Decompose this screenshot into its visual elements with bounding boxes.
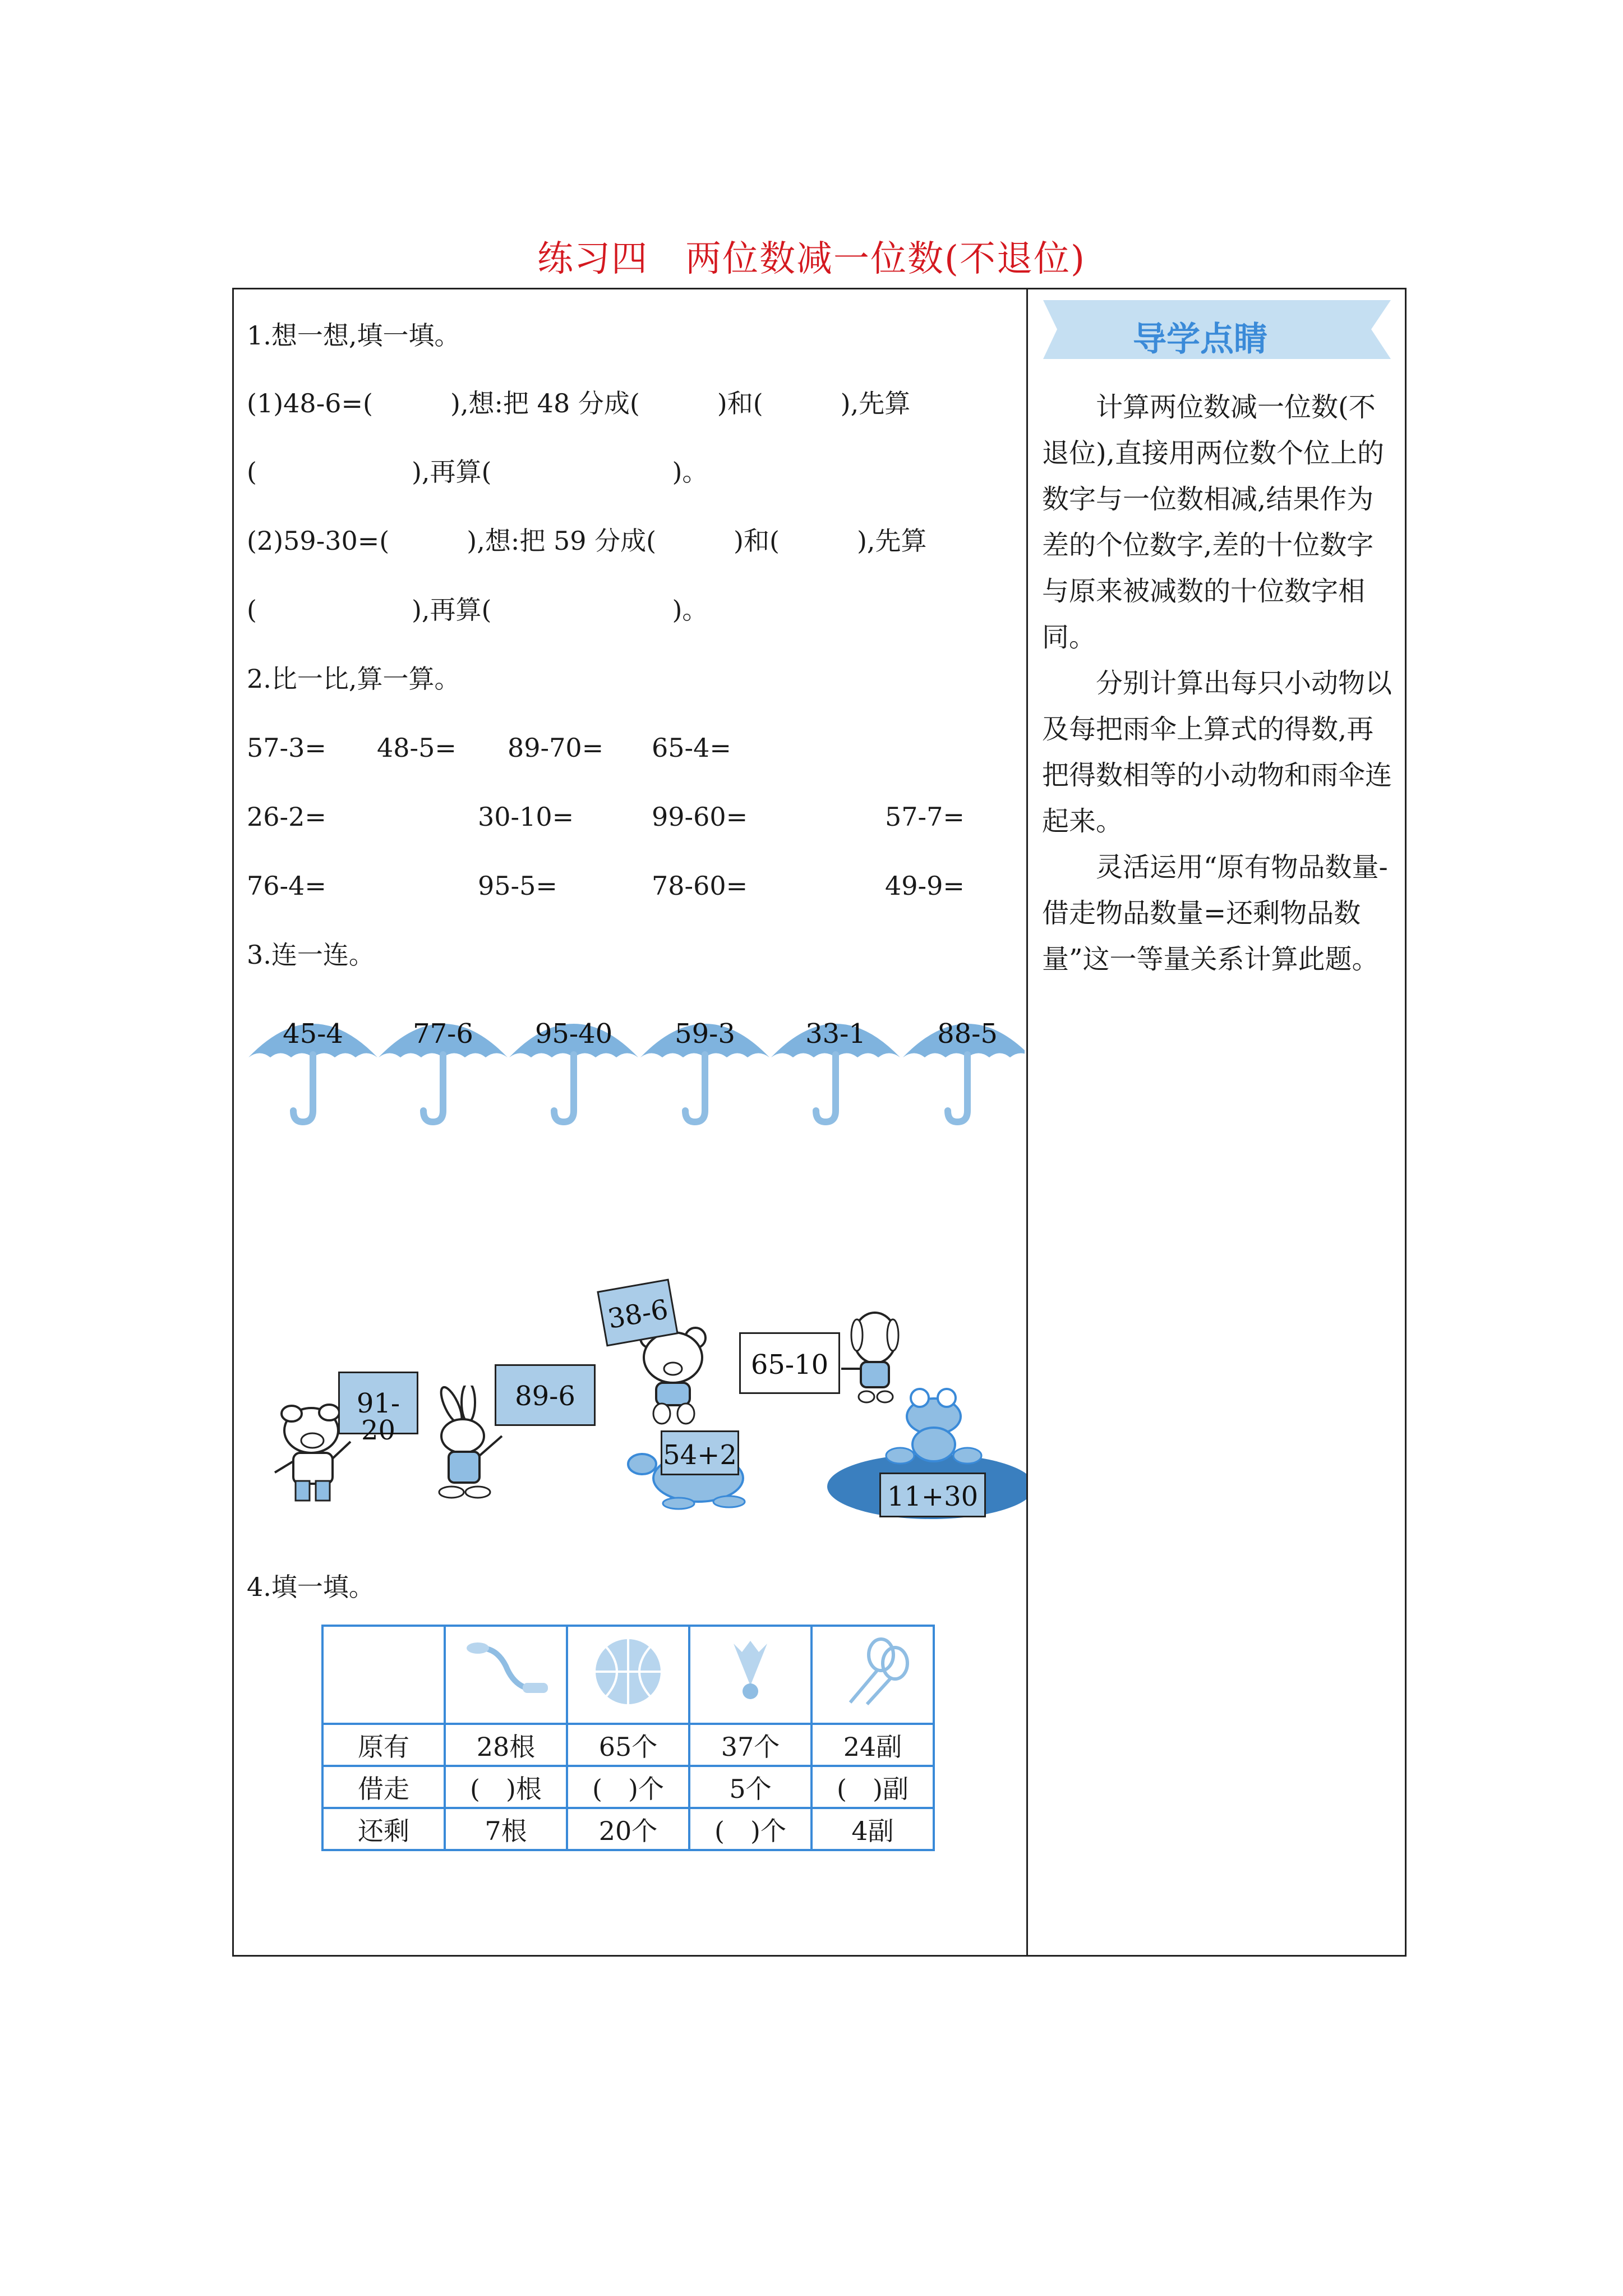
table-corner-cell bbox=[322, 1626, 445, 1724]
q2-expr: 57-3= bbox=[247, 733, 326, 763]
table-row bbox=[322, 1766, 934, 1808]
q2-expr: 49-9= bbox=[885, 871, 965, 901]
dog-sign: 65-10 bbox=[739, 1332, 840, 1394]
items-table bbox=[321, 1625, 935, 1851]
frog-sign: 11+30 bbox=[879, 1473, 986, 1517]
q2-expr: 78-60= bbox=[652, 871, 748, 901]
table-icon-cell bbox=[689, 1626, 811, 1724]
q2-heading: 2.比一比,算一算。 bbox=[247, 664, 460, 694]
table-row bbox=[322, 1808, 934, 1850]
column-divider bbox=[1026, 288, 1028, 1957]
q2-expr: 76-4= bbox=[247, 871, 326, 901]
umbrella[interactable] bbox=[246, 996, 380, 1130]
page-title: 练习四 两位数减一位数(不退位) bbox=[537, 238, 1086, 280]
rabbit-sign: 89-6 bbox=[495, 1364, 596, 1426]
table-row-label: 还剩 bbox=[322, 1808, 445, 1850]
guide-paragraph: 灵活运用“原有物品数量-借走物品数量=还剩物品数量”这一等量关系计算此题。 bbox=[1042, 852, 1388, 975]
q2-expr: 65-4= bbox=[652, 733, 731, 763]
badminton-racket-icon bbox=[828, 1632, 917, 1711]
guide-paragraph: 分别计算出每只小动物以及每把雨伞上算式的得数,再把得数相等的小动物和雨伞连起来。 bbox=[1042, 668, 1393, 837]
q2-expr: 95-5= bbox=[478, 871, 557, 901]
guide-heading: 导学点睛 bbox=[1133, 320, 1267, 359]
q2-expr: 57-7= bbox=[885, 802, 965, 832]
umbrella-icon bbox=[506, 996, 641, 1130]
table-cell-blank[interactable]: ( )副 bbox=[811, 1766, 934, 1808]
q1-part1-line2: ( ),再算( )。 bbox=[247, 457, 708, 487]
guide-banner bbox=[1043, 300, 1391, 359]
table-cell: 24副 bbox=[811, 1724, 934, 1766]
umbrella-label: 95-40 bbox=[534, 1018, 613, 1050]
table-cell: 7根 bbox=[445, 1808, 567, 1850]
umbrella[interactable] bbox=[376, 996, 510, 1130]
umbrella-label: 59-3 bbox=[675, 1018, 735, 1050]
table-cell: 4副 bbox=[811, 1808, 934, 1850]
turtle-sign: 54+2 bbox=[661, 1430, 739, 1475]
table-icon-cell bbox=[567, 1626, 689, 1724]
q2-expr: 30-10= bbox=[478, 802, 574, 832]
table-row bbox=[322, 1724, 934, 1766]
q1-part2-line2: ( ),再算( )。 bbox=[247, 595, 708, 625]
umbrella-label: 88-5 bbox=[937, 1018, 998, 1050]
bear-sign: 38-6 bbox=[597, 1278, 678, 1346]
q2-expr: 99-60= bbox=[652, 802, 748, 832]
umbrella[interactable] bbox=[506, 996, 641, 1130]
table-cell: 20个 bbox=[567, 1808, 689, 1850]
table-cell-blank[interactable]: ( )根 bbox=[445, 1766, 567, 1808]
umbrella[interactable] bbox=[638, 996, 772, 1130]
guide-paragraph: 计算两位数减一位数(不退位),直接用两位数个位上的数字与一位数相减,结果作为差的个位数字,差的十位数字与原来被减数的十位数字相同。 bbox=[1042, 392, 1384, 653]
jump-rope-icon bbox=[461, 1632, 551, 1711]
table-row-label: 借走 bbox=[322, 1766, 445, 1808]
q1-heading: 1.想一想,填一填。 bbox=[247, 320, 460, 351]
q2-expr: 89-70= bbox=[508, 733, 604, 763]
table-icon-cell bbox=[445, 1626, 567, 1724]
table-cell: 65个 bbox=[567, 1724, 689, 1766]
table-cell-blank[interactable]: ( )个 bbox=[567, 1766, 689, 1808]
table-header-row bbox=[322, 1626, 934, 1724]
umbrella-label: 45-4 bbox=[283, 1018, 343, 1050]
table-cell: 5个 bbox=[689, 1766, 811, 1808]
q2-expr: 48-5= bbox=[377, 733, 457, 763]
table-cell-blank[interactable]: ( )个 bbox=[689, 1808, 811, 1850]
umbrella-icon bbox=[768, 996, 903, 1130]
basketball-icon bbox=[583, 1632, 673, 1711]
q1-part2-line1: (2)59-30=( ),想:把 59 分成( )和( ),先算 bbox=[247, 526, 927, 556]
q2-expr: 26-2= bbox=[247, 802, 326, 832]
q3-heading: 3.连一连。 bbox=[247, 940, 375, 970]
table-cell: 37个 bbox=[689, 1724, 811, 1766]
guide-text bbox=[1042, 384, 1395, 982]
q1-part1-line1: (1)48-6=( ),想:把 48 分成( )和( ),先算 bbox=[247, 388, 911, 418]
umbrella-icon bbox=[376, 996, 510, 1130]
umbrella-label: 33-1 bbox=[805, 1018, 866, 1050]
umbrella-icon bbox=[900, 996, 1025, 1130]
table-row-label: 原有 bbox=[322, 1724, 445, 1766]
umbrella[interactable] bbox=[900, 996, 1025, 1130]
umbrella-label: 77-6 bbox=[413, 1018, 473, 1050]
q4-heading: 4.填一填。 bbox=[247, 1572, 375, 1602]
pig-sign: 91-20 bbox=[338, 1372, 418, 1434]
table-icon-cell bbox=[811, 1626, 934, 1724]
shuttlecock-icon bbox=[706, 1632, 795, 1711]
umbrella[interactable] bbox=[768, 996, 903, 1130]
umbrella-icon bbox=[246, 996, 380, 1130]
umbrella-icon bbox=[638, 996, 772, 1130]
table-cell: 28根 bbox=[445, 1724, 567, 1766]
